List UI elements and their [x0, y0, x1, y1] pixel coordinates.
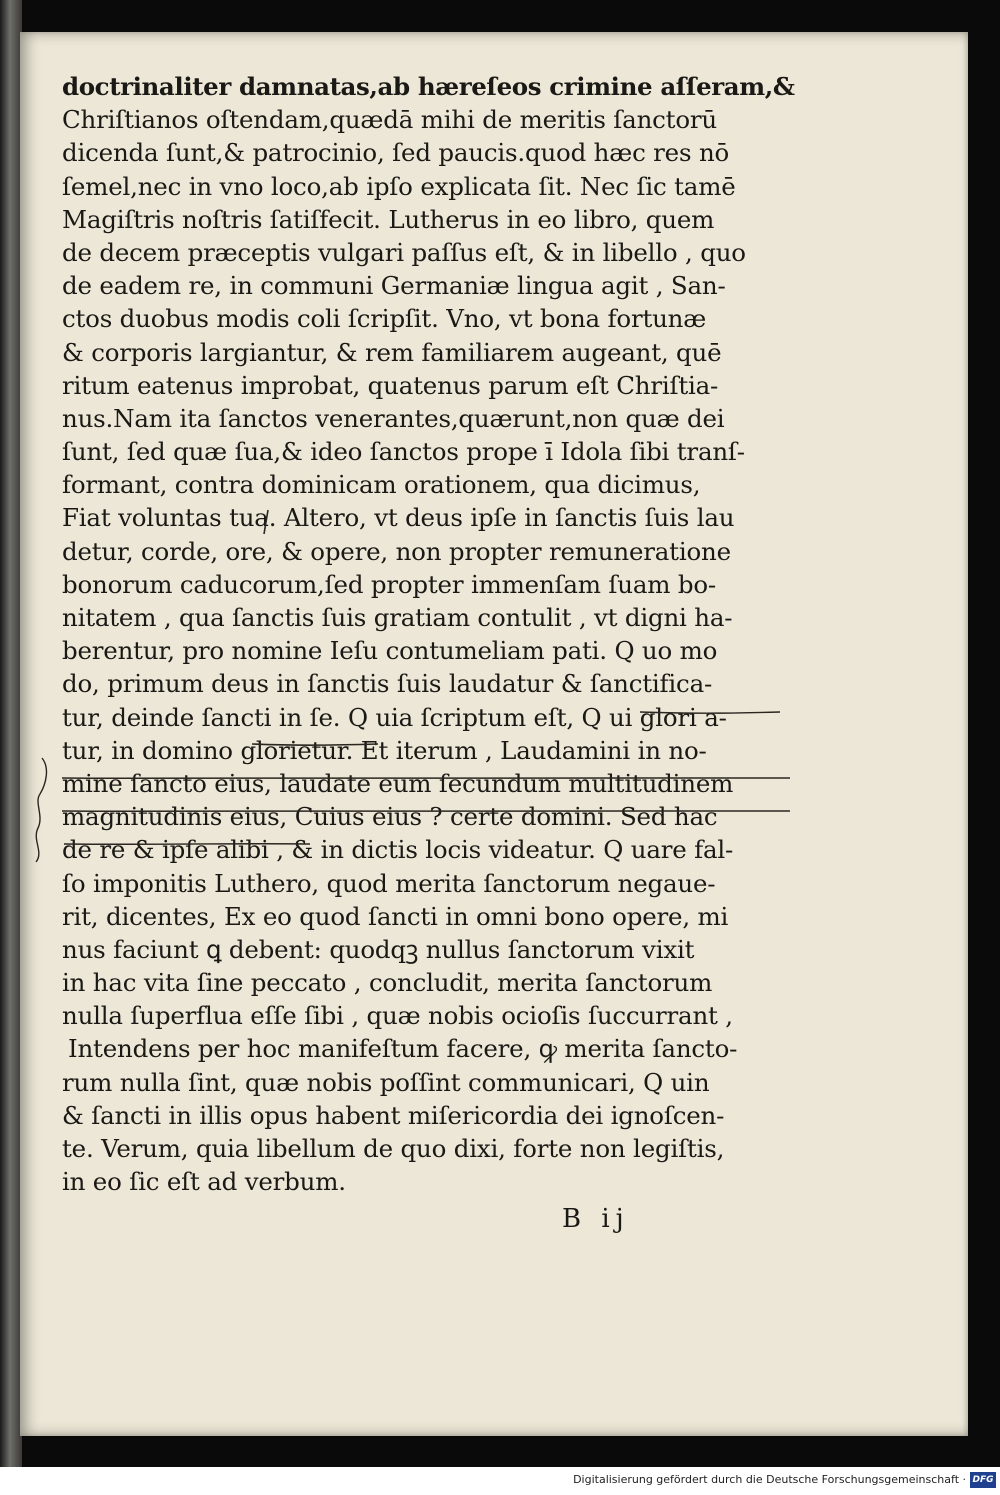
- text-line: de decem præceptis vulgari paſſus eſt, & in libello , quo: [62, 237, 746, 267]
- text-line: Intendens per hoc manifeſtum facere, ꝙ merita ſancto-: [68, 1034, 738, 1064]
- text-line: rum nulla ſint, quæ nobis poſſint communicari, Q uin: [62, 1067, 710, 1097]
- text-line: & ſancti in illis opus habent miſericordia dei ignoſcen-: [62, 1100, 725, 1130]
- text-line: rit, dicentes, Ex eo quod ſancti in omni bono opere, mi: [62, 901, 729, 931]
- text-line: Fiat voluntas tua. Altero, vt deus ipſe in ſanctis ſuis lau: [62, 503, 735, 533]
- text-line: ſemel,nec in vno loco,ab ipſo explicata ſit. Nec ſic tamē: [62, 171, 736, 201]
- text-line: formant, contra dominicam orationem, qua dicimus,: [62, 470, 701, 500]
- text-line: berentur, pro nomine Ieſu contumeliam pati. Q uo mo: [62, 636, 718, 666]
- text-line: & corporis largiantur, & rem familiarem augeant, quē: [62, 337, 722, 367]
- page-text-block: [62, 70, 822, 1198]
- text-line: in eo ſic eſt ad verbum.: [62, 1167, 346, 1197]
- text-line: nulla ſuperflua eſſe ſibi , quæ nobis ocioſis ſuccurrant ,: [62, 1001, 733, 1031]
- text-line: Magiſtris noſtris ſatiſfecit. Lutherus in eo libro, quem: [62, 204, 715, 234]
- text-line: nus.Nam ita ſanctos venerantes,quærunt,non quæ dei: [62, 403, 725, 433]
- text-line: Chriſtianos oſtendam,quædā mihi de meritis ſanctorū: [62, 105, 717, 135]
- dfg-logo-icon: DFG: [970, 1472, 996, 1488]
- text-line: ctos duobus modis coli ſcripſit. Vno, vt bona fortunæ: [62, 304, 707, 334]
- text-line: nitatem , qua ſanctis ſuis gratiam contulit , vt digni ha-: [62, 603, 733, 632]
- text-line: de eadem re, in communi Germaniæ lingua agit , San-: [62, 271, 726, 301]
- text-line: magnitudinis eius, Cuius eius ? certe domini. Sed hac: [62, 802, 718, 832]
- text-line: tur, in domino glorietur. Et iterum , Laudamini in no-: [62, 735, 707, 765]
- text-line: do, primum deus in ſanctis ſuis laudatur & ſanctifica-: [62, 669, 713, 699]
- text-line: detur, corde, ore, & opere, non propter remuneratione: [62, 536, 731, 566]
- text-line: dicenda ſunt,& patrocinio, ſed paucis.quod hæc res nō: [62, 138, 730, 168]
- margin-bracket-mark: [36, 758, 46, 862]
- text-line: ſo imponitis Luthero, quod merita ſanctorum negaue-: [62, 868, 716, 898]
- book-binding-edge: [0, 0, 22, 1467]
- book-page: [20, 32, 968, 1436]
- text-line: nus faciunt ꝗ debent: quodqꝫ nullus ſanctorum vixit: [62, 934, 695, 964]
- text-line: doctrinaliter damnatas,ab hæreſeos crimine aſſeram,&: [62, 72, 795, 101]
- text-line: ritum eatenus improbat, quatenus parum eſt Chriſtia-: [62, 370, 719, 400]
- text-line: tur, deinde ſancti in ſe. Q uia ſcriptum eſt, Q ui glori a-: [62, 702, 727, 732]
- signature-mark: B ij: [562, 1204, 630, 1234]
- digitization-footer: [0, 1467, 1000, 1495]
- text-line: de re & ipſe alibi , & in dictis locis videatur. Q uare fal-: [62, 835, 734, 865]
- funding-credit-text: Digitalisierung gefördert durch die Deutsche Forschungsgemeinschaft ·: [573, 1473, 966, 1486]
- text-line: bonorum caducorum,ſed propter immenſam ſuam bo-: [62, 569, 717, 599]
- text-line: te. Verum, quia libellum de quo dixi, forte non legiſtis,: [62, 1134, 725, 1163]
- text-line: in hac vita ſine peccato , concludit, merita ſanctorum: [62, 968, 713, 998]
- text-line: mine ſancto eius, laudate eum ſecundum multitudinem: [62, 768, 734, 798]
- text-line: ſunt, ſed quæ ſua,& ideo ſanctos prope ī Idola ſibi tranſ-: [62, 437, 745, 467]
